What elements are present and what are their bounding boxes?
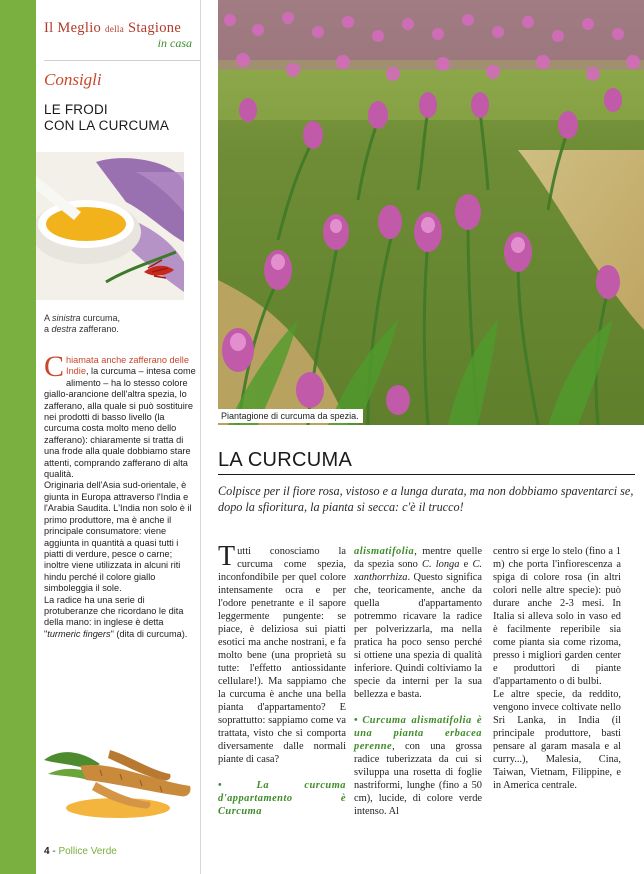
section-label: Consigli — [44, 70, 102, 89]
article-column-2 — [354, 545, 482, 818]
article-column-3 — [493, 545, 621, 792]
brand-name: Il Meglio della Stagione — [44, 20, 182, 36]
article-paragraph: Le altre specie, da reddito, vengono invece coltivate nello Sri Lanka, in India (il principale produttore, basti pensare al garam masala e al curry...), Malesia, Cina, Taiwan, Vietnam, Filippine, e in America centrale. — [493, 689, 621, 791]
turmeric-saffron-photo — [36, 152, 184, 300]
sidebar-title: LE FRODI CON LA CURCUMA — [44, 102, 170, 133]
page-number: 4 — [44, 846, 50, 857]
article-paragraph: Tutti conosciamo la curcuma come spezia, inconfondibile per quel colore intensamente ocra e per l'odore penetrante e il sapore leggermente pungente: se piace, è deliziosa sui piatti esotici ma anche nostrani, e fa molto bene (una proprietà su tutte: l'effetto antiossidante cellulare!). Ma sappiamo che la curcuma è anche una bella pianta d'appartamento? E soprattutto: sappiamo come va trattata, visto che si comporta diversamente dalle normali piante di casa? — [218, 541, 346, 765]
article-title: LA CURCUMA — [218, 449, 353, 471]
article-dropcap: T — [218, 541, 236, 572]
article-paragraph: alismatifolia, mentre quelle da spezia sono C. longa e C. xanthorrhiza. Questo significa che, teoricamente, anche da quella d'appartamento potremmo ricavare la radice per polverizzarla, ma nella pratica ha poco senso perché si ottiene una spezia di qualità inferiore. Quindi coltiviamo la specie da interni per la sua bellezza e basta. — [354, 546, 482, 700]
article-paragraph: centro si erge lo stelo (fino a 1 m) che porta l'infiorescenza a spiga di colore rosa (in altri colori nelle altre specie): può durare anche 2-3 mesi. In Italia si alleva solo in vaso ed è facilmente reperibile sia come pianta sia come rizoma, presso i migliori garden center e produttori di piante d'appartamento o di bulbi. — [493, 546, 621, 687]
sidebar-divider — [200, 0, 201, 874]
sidebar-dropcap: C — [44, 350, 65, 383]
page-folio: 4 - Pollice Verde — [44, 846, 117, 857]
brand-tagline: in casa — [157, 36, 192, 50]
article-paragraph: • Curcuma alismatifolia è una pianta erbacea perenne, con una grossa radice tuberizzata da cui si sviluppa una rosetta di foglie nastriformi, lunghe (fino a 50 cm), lucide, di colore verde intenso. Al — [354, 715, 482, 817]
turmeric-root-photo — [40, 730, 196, 820]
header-divider — [44, 60, 200, 61]
sidebar-paragraph: Originaria dell'Asia sud-orientale, è giunta in Europa attraverso l'India e l'Arabia Saudita. L'India non solo è il primo produttore, ma è anche il principale consumatore: viene aggiunta in quantità a quasi tutti i piatti di verdure, pesce o carne; inoltre viene utilizzata in alcuni riti hindu perché il colore giallo simboleggia il sole. — [44, 480, 192, 594]
magazine-brand — [44, 20, 200, 51]
spice-caption: A sinistra curcuma, a destra zafferano. — [44, 313, 121, 334]
title-underline — [218, 474, 635, 475]
article-column-1 — [218, 541, 346, 818]
article-lede: Colpisce per il fiore rosa, vistoso e a lunga durata, ma non dobbiamo spaventarci se, dopo la sfioritura, la pianta si secca: c'è il trucco! — [218, 484, 634, 514]
magazine-name: Pollice Verde — [58, 846, 117, 857]
sidebar-body — [44, 350, 196, 640]
photo-caption: Piantagione di curcuma da spezia. — [218, 409, 363, 423]
curcuma-field-photo — [218, 0, 644, 425]
green-margin-strip — [0, 0, 36, 874]
sidebar-paragraph: La radice ha una serie di protuberanze che ricordano le dita della mano: in inglese è detta "turmeric fingers" (dita di curcuma). — [44, 594, 188, 639]
article-subhead: • La curcuma d'appartamento è Curcuma — [218, 780, 346, 817]
sidebar-paragraph: Chiamata anche zafferano delle Indie, la curcuma – intesa come alimento – ha lo stesso colore giallo-arancione dell'altra spezia, lo zafferano, alla quale si può sostituire nei prodotti di basso livello (la curcuma costa molto meno dello zafferano): chiaramente si tratta di una frode alla quale dobbiamo stare attenti, comprando zafferano di alta qualità. — [44, 350, 196, 480]
